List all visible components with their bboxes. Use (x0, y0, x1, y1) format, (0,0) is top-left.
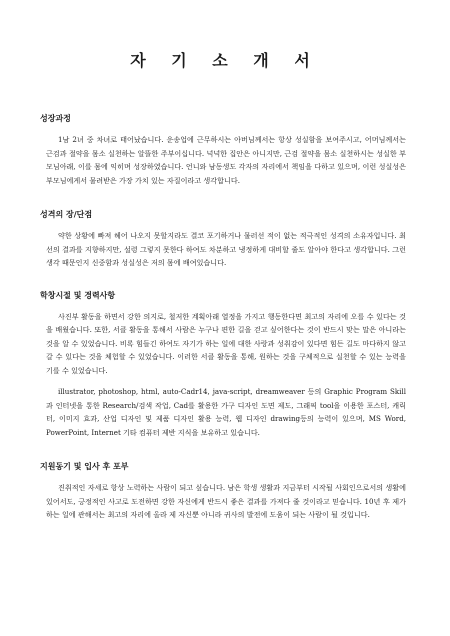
section-paragraph: 약한 상황에 빠져 헤어 나오지 못할지라도 결코 포기하거나 물러선 적이 없는 적극적인 성격의 소유자입니다. 최선의 결과를 지향하지만, 설령 그렇지 못한다 하여도 차분하고 냉정하게 대비할 줄도 알아야 한다고 생각합니다. 그런 생각 때문인지 신중함과 성실성은 저의 몸에 배여있습니다. (46, 231, 406, 267)
section-paragraph: 1남 2녀 중 차녀로 태어났습니다. 운송업에 근무하시는 아버님께서는 항상 성실함을 보여주시고, 어머님께서는 근검과 절약을 몸소 실천하는 알뜰한 주부이십니다. 넉넉한 집안은 아니지만, 근검 절약을 몸소 실천하시는 성실한 부모님아래, 이를 몸에 익히며 성장하였습니다. 언니와 남동생도 각자의 자리에서 책임을 다하고 있으며, 이런 성실성은 부모님에게서 물려받은 가장 가치 있는 자질이라고 생각합니다. (46, 135, 406, 185)
document-title: 자 기 소 개 서 (130, 51, 320, 70)
section-paragraph: illustrator, photoshop, html, auto-Cadr14, java-script, dreamweaver 등의 Graphic Program Skill과 인터넷을 통한 Research/검색 작업, Cad를 활용한 가구 디자인 도면 제도, 그래픽 tool을 이용한 포스터, 캐릭터, 이미지 효과, 산업 디자인 및 제품 디자인 활용 능력, 웹 디자인 drawing등의 능력이 있으며, MS Word, PowerPoint, Internet 기타 컴퓨터 제반 지식을 보유하고 있습니다. (46, 387, 406, 437)
section-paragraph: 사진부 활동을 하면서 강한 의지로, 철저한 계획아래 열정을 가지고 행동한다면 최고의 자리에 오를 수 있다는 것을 배웠습니다. 또한, 서클 활동을 통해서 사람은 누구나 편한 길을 걷고 싶어한다는 것이 반드시 맞는 말은 아니라는 것을 알 수 있었습니다. 비록 힘들긴 하여도 자기가 하는 일에 대한 사랑과 성취감이 있다면 힘든 길도 마다하지 않고 갈 수 있다는 것을 체험할 수 있었습니다. 이러한 서클 활동을 통해, 원하는 것을 구체적으로 실천할 수 있는 능력을 기를 수 있었습니다. (46, 311, 406, 375)
section-school-career (40, 290, 410, 440)
section-motivation (40, 461, 410, 522)
section-paragraph: 진취적인 자세로 항상 노력하는 사람이 되고 싶습니다. 남은 학생 생활과 지금부터 시작될 사회인으로서의 생활에 있어서도, 긍정적인 사고로 도전하면 강한 자신에게 반드시 좋은 결과를 가져다 줄 것이라고 믿습니다. 10년 후 제가 하는 일에 관해서는 최고의 자리에 올라 제 자신뿐 아니라 귀사의 발전에 도움이 되는 사람이 될 것입니다. (46, 483, 406, 519)
section-heading: 성격의 장/단점 (40, 210, 93, 219)
section-growth (40, 113, 410, 187)
section-personality (40, 209, 410, 270)
section-heading: 학창시절 및 경력사항 (40, 290, 116, 300)
section-heading: 지원동기 및 입사 후 포부 (40, 462, 129, 471)
section-heading: 성장과정 (40, 114, 71, 123)
